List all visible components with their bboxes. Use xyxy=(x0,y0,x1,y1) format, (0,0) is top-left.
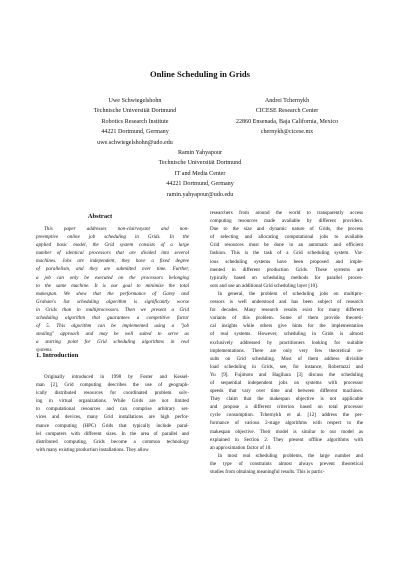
author-2-email: chernykh@cicese.mx xyxy=(260,129,314,136)
text-line: to computational resources and can comprise arbitrary ser- xyxy=(36,406,189,413)
text-line: sults on Grid scheduling. Most of them address divisible xyxy=(210,355,363,362)
text-line: researchers from around the world to transparently access xyxy=(210,210,363,216)
text-line: variants of this problem. Some of them provide theoreti- xyxy=(210,315,363,322)
author-3-email: ramin.yahyapour@udo.edu xyxy=(166,191,234,198)
text-line: stealing" approach and may be well suited to serve as xyxy=(36,331,189,338)
author-block-2 xyxy=(212,96,362,138)
text-line: computing resources made available by different providers. xyxy=(210,218,363,225)
right-column-text xyxy=(210,209,363,476)
text-line: Graham's list scheduling algorithm is significantly worse xyxy=(36,298,189,305)
text-line: in Grids than in multiprocessors. Then we present a Grid xyxy=(36,306,189,313)
text-line: Grid resources must be done in an automatic and efficient xyxy=(210,242,363,249)
text-line: ious scheduling systems have been proposed and imple- xyxy=(210,258,363,265)
text-line: with many existing production installations. They allow xyxy=(36,446,149,453)
text-line: implementations. There are only very few theoretical re- xyxy=(210,347,363,354)
author-3-center: IT and Media Center xyxy=(174,170,226,177)
text-line: Originally introduced in 1998 by Foster and Kessel- xyxy=(44,374,189,380)
text-line: of 5. This algorithm can be implemented using a "job xyxy=(36,323,189,330)
text-line: lel computers with different sizes. In the area of parallel and xyxy=(36,430,189,437)
text-line: This paper addresses non-clairvoyant and non- xyxy=(44,226,189,232)
text-line: typically based on scheduling methods for parallel proces- xyxy=(210,274,363,281)
text-line: number of identical processors that are divided into several xyxy=(36,250,189,257)
text-line: of parallelism, and they are submitted over time. Further, xyxy=(36,266,189,273)
author-2-name: Andrei Tchernykh xyxy=(264,98,310,104)
text-line: for decades. Many research results exist for many different xyxy=(210,307,363,314)
text-line: They claim that the makespan objective is not applicable xyxy=(210,396,363,403)
text-line: Due to the size and dynamic nature of Grids, the process xyxy=(210,226,363,233)
text-line: cycle consumption. Tchernykh et al. [12] address the per- xyxy=(210,412,363,419)
text-line: of real systems. However, scheduling in Grids is almost xyxy=(210,331,363,338)
text-line: explained in Section 2. They present offline algorithms with xyxy=(210,436,363,443)
author-1-email: uwe.schwiegelshohn@udo.edu xyxy=(97,139,173,146)
author-block-3 xyxy=(125,148,275,200)
text-line: a starting point for Grid scheduling algorithms in real xyxy=(36,339,189,346)
text-line: and propose a different criterion based on total processor xyxy=(210,404,363,411)
text-line: cal insights while others give hints for the implementation xyxy=(210,323,363,330)
text-line: the type of constraints almost always prevent theoretical xyxy=(210,460,363,467)
author-2-affiliation: CICESE Research Center xyxy=(255,108,319,115)
author-1-address: 44221 Dortmund, Germany xyxy=(101,129,169,136)
text-line: makespan objective. Their model is similar to our model as xyxy=(210,428,363,435)
text-line: systems. xyxy=(36,347,53,354)
author-1-name: Uwe Schwiegelshohn xyxy=(108,98,162,104)
text-line: mented in different production Grids. These systems are xyxy=(210,266,363,273)
author-1-affiliation: Technische Universität Dortmund xyxy=(93,108,177,115)
author-2-address: 22860 Ensenada, Baja California, Mexico xyxy=(235,118,339,125)
text-line: load scheduling in Grids, see, for instance, Robertazzi and xyxy=(210,363,363,370)
text-line: man [2], Grid computing describes the use of geograph- xyxy=(36,382,189,389)
text-line: sors and use an additional Grid scheduling layer [10]. xyxy=(210,282,319,289)
text-line: cessors is well understood and has been subject of research xyxy=(210,299,363,306)
text-line: ing in virtual organizations. While Grids are not limited xyxy=(36,398,189,405)
text-line: of selecting and allocating computational jobs to available xyxy=(210,234,363,241)
text-line: In most real scheduling problems, the large number and xyxy=(218,452,363,459)
author-1-institute: Robotics Research Institute xyxy=(101,118,169,125)
author-3-affiliation: Technische Universität Dortmund xyxy=(158,160,242,167)
author-3-name: Ramin Yahyapour xyxy=(177,150,222,156)
text-line: exclusively addressed by practitioners looking for suitable xyxy=(210,339,363,346)
text-line: distributed computing, Grids become a common technology xyxy=(36,438,189,445)
author-block-1 xyxy=(60,96,210,148)
text-line: vices and devices, many Grid installations are high perfor- xyxy=(36,414,189,421)
paper-title: Online Scheduling in Grids xyxy=(149,69,251,79)
text-line: In general, the problem of scheduling jobs on multipro- xyxy=(218,290,363,297)
text-line: of sequential independent jobs on systems with processor xyxy=(210,379,363,386)
text-line: speeds that vary over time and between different machines. xyxy=(210,388,363,395)
text-line: studies from obtaining meaningful results. This is partic- xyxy=(210,469,325,475)
abstract-heading: Abstract xyxy=(87,213,113,220)
author-3-address: 44221 Dortmund, Germany xyxy=(166,181,234,188)
text-line: machines. Jobs are independent, they have a fixed degree xyxy=(36,258,189,265)
text-line: ically distributed resources for coordinated problem solv- xyxy=(36,390,189,397)
abstract-text xyxy=(36,225,189,355)
text-line: fashion. This is the task of a Grid scheduling system. Var- xyxy=(210,250,363,257)
text-line: mance computing (HPC) Grids that typically include paral- xyxy=(36,422,189,429)
text-line: an approximation factor of 10. xyxy=(210,444,272,451)
text-line: scheduling algorithm that guarantees a competitive factor xyxy=(36,315,189,322)
introduction-heading: 1. Introduction xyxy=(36,352,79,359)
text-line: Yu [9]. Fujimoto and Hagihara [3] discuss the scheduling xyxy=(210,371,363,378)
text-line: preemptive online job scheduling in Grids. In the xyxy=(36,234,189,241)
text-line: makespan. We show that the performance of Garey and xyxy=(36,290,189,297)
text-line: formance of various 2-stage algorithms with respect to the xyxy=(210,420,363,427)
text-line: to the same machine. It is our goal to minimize the total xyxy=(36,282,189,289)
introduction-text xyxy=(36,373,189,454)
text-line: applied basic model, the Grid system consists of a large xyxy=(36,242,189,249)
text-line: a job can only be executed on the processors belonging xyxy=(36,274,189,281)
